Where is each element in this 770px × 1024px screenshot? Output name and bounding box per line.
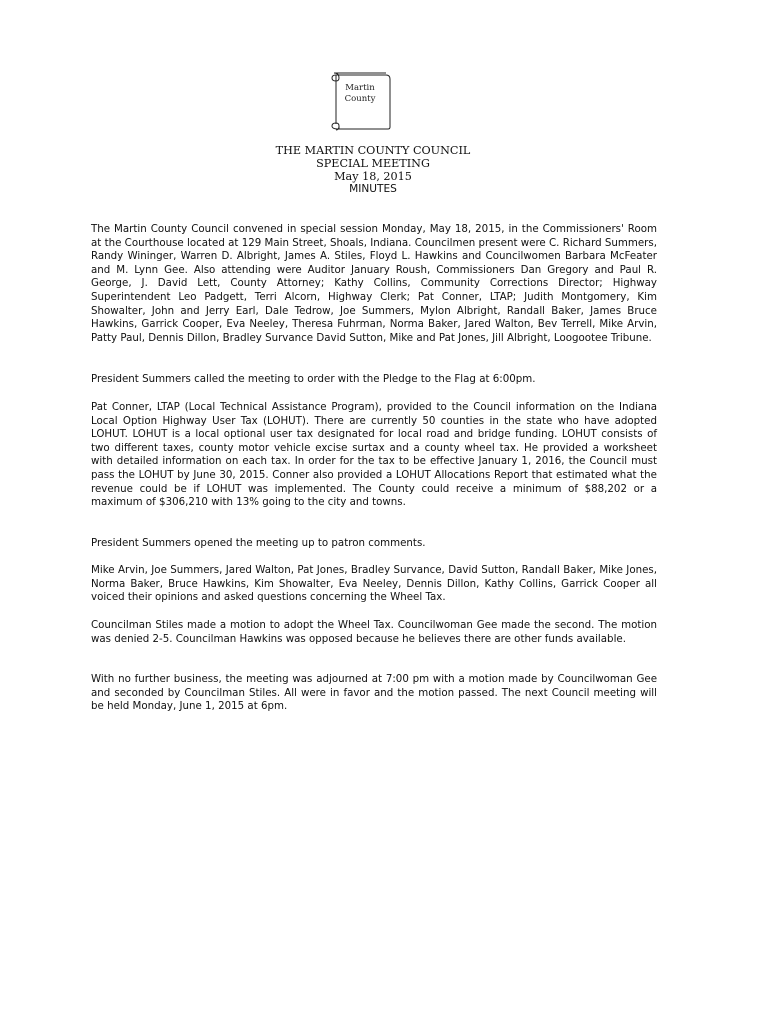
motion-paragraph: Councilman Stiles made a motion to adopt the Wheel Tax. Councilwoman Gee made the second. The motion was denied 2-5. Councilman Hawkins was opposed because he believes there are other funds available.: [91, 619, 657, 645]
speakers-paragraph: Mike Arvin, Joe Summers, Jared Walton, Pat Jones, Bradley Survance, David Sutton, Randall Baker, Mike Jones, Norma Baker, Bruce Hawkins, Kim Showalter, Eva Neeley, Dennis Dillon, Kathy Collins, Garrick Cooper all voiced their opinions and asked questions concerning the Wheel Tax.: [91, 564, 657, 604]
adjournment-paragraph: With no further business, the meeting was adjourned at 7:00 pm with a motion made by Councilwoman Gee and seconded by Councilman Stiles. All were in favor and the motion passed. The next Council meeting will be held Monday, June 1, 2015 at 6pm.: [91, 673, 657, 713]
meeting-date: May 18, 2015: [334, 170, 412, 183]
lohut-paragraph: Pat Conner, LTAP (Local Technical Assistance Program), provided to the Council information on the Indiana Local Option Highway User Tax (LOHUT). There are currently 50 counties in the state who have adopted LOHUT. LOHUT is a local optional user tax designated for local road and bridge funding. LOHUT consists of two different taxes, county motor vehicle excise surtax and a county wheel tax. He provided a worksheet with detailed information on each tax. In order for the tax to be effective January 1, 2016, the Council must pass the LOHUT by June 30, 2015. Conner also provided a LOHUT Allocations Report that estimated what the revenue could be if LOHUT was implemented. The County could receive a minimum of $88,202 or a maximum of $306,210 with 13% going to the city and towns.: [91, 401, 657, 509]
meeting-type: SPECIAL MEETING: [316, 157, 430, 170]
county-scroll-logo: [324, 69, 394, 133]
logo-line-1: Martin: [345, 83, 375, 93]
logo-line-2: County: [344, 94, 376, 104]
patron-comments-paragraph: President Summers opened the meeting up to patron comments.: [91, 537, 426, 549]
council-title: THE MARTIN COUNTY COUNCIL: [275, 144, 471, 157]
call-to-order-paragraph: President Summers called the meeting to order with the Pledge to the Flag at 6:00pm.: [91, 373, 536, 385]
minutes-label: MINUTES: [349, 183, 397, 195]
logo-text: [338, 83, 382, 105]
attendance-paragraph: The Martin County Council convened in special session Monday, May 18, 2015, in the Commissioners' Room at the Courthouse located at 129 Main Street, Shoals, Indiana. Councilmen present were C. Richard Summers, Randy Wininger, Warren D. Albright, James A. Stiles, Floyd L. Hawkins and Councilwomen Barbara McFeater and M. Lynn Gee. Also attending were Auditor January Roush, Commissioners Dan Gregory and Paul R. George, J. David Lett, County Attorney; Kathy Collins, Community Corrections Director; Highway Superintendent Leo Padgett, Terri Alcorn, Highway Clerk; Pat Conner, LTAP; Judith Montgomery, Kim Showalter, John and Jerry Earl, Dale Tedrow, Joe Summers, Mylon Albright, Randall Baker, James Bruce Hawkins, Garrick Cooper, Eva Neeley, Theresa Fuhrman, Norma Baker, Jared Walton, Bev Terrell, Mike Arvin, Patty Paul, Dennis Dillon, Bradley Survance David Sutton, Mike and Pat Jones, Jill Albright, Loogootee Tribune.: [91, 223, 657, 344]
